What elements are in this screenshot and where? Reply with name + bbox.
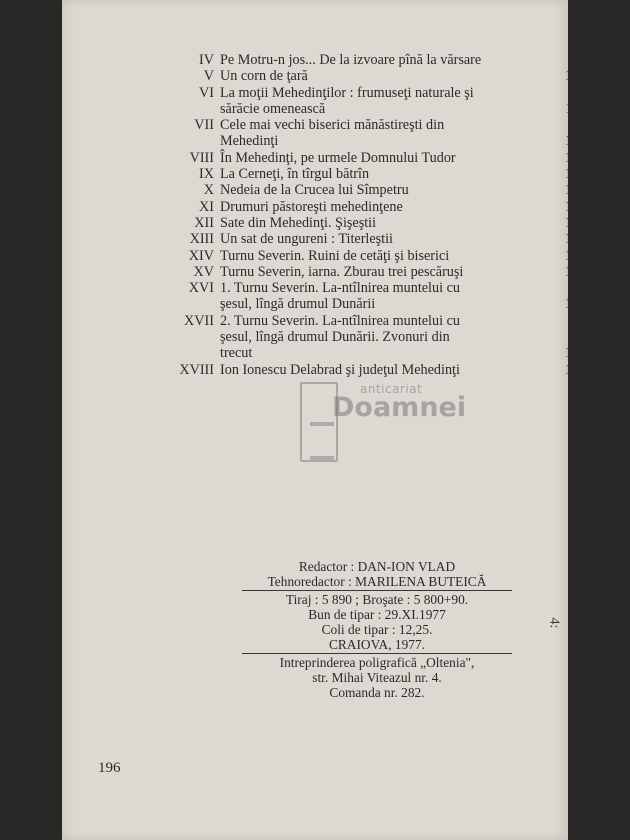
chapter-title [220,85,556,118]
chapter-page-number: 123 [564,133,586,150]
chapter-title [220,166,556,182]
chapter-title-line: Drumuri păstoreşti mehedinţene [220,198,403,215]
editors-group [242,558,512,590]
print-info-group [242,590,512,653]
edge-mark: 4: [546,617,562,629]
chapter-page-number: 133 [564,166,586,183]
chapter-number: VIII [189,149,214,166]
chapter-page-number: 107 [564,68,586,85]
chapter-title [220,264,556,280]
chapter-page-number: 147 [564,198,586,215]
chapter-page-number: 97 [571,52,586,68]
toc-entry [126,248,586,264]
page-number: 196 [98,760,121,776]
chapter-title-line: Nedeia de la Crucea lui Sîmpetru [220,182,409,199]
chapter-number: IV [199,52,214,68]
chapter-number: VII [194,117,214,134]
coli-line: Coli de tipar : 12,25. [321,622,433,637]
chapter-number: XIII [189,231,214,248]
toc-entry [126,231,586,247]
watermark-small-text: anticariat [360,382,423,396]
toc-entry [126,215,586,231]
toc-entry [126,52,586,68]
chapter-title-line: Sate din Mehedinţi. Şişeştii [220,214,377,231]
chapter-number: XI [199,198,214,215]
chapter-title [220,117,556,150]
chapter-title [220,362,556,378]
chapter-title-line: Mehedinţi [220,133,279,150]
table-of-contents [126,52,586,378]
toc-entry [126,85,586,118]
watermark-logo [300,382,470,462]
printer-line: Intreprinderea poligrafică „Oltenia", [279,655,475,670]
chapter-title-line: Un corn de ţară [220,68,308,85]
chapter-page-number: 154 [564,214,586,231]
chapter-title [220,150,556,166]
chapter-title-line: şesul, lîngă drumul Dunării [220,296,376,313]
toc-entry [126,68,586,84]
chapter-number: IX [199,166,214,183]
chapter-page-number: 173 [564,263,586,280]
toc-entry [126,280,586,313]
toc-entry [126,150,586,166]
redactor-line: Redactor : DAN-ION VLAD [298,559,456,574]
chapter-title [220,231,556,247]
chapter-title [220,52,556,68]
chapter-page-number: 126 [564,149,586,166]
chapter-page-number: 189 [564,361,586,378]
chapter-title-line: sărăcie omenească [220,100,326,117]
chapter-title [220,199,556,215]
bun-de-tipar-line: Bun de tipar : 29.XI.1977 [308,607,446,622]
chapter-title-line: În Mehedinţi, pe urmele Domnului Tudor [220,149,456,166]
tehnoredactor-line: Tehnoredactor : MARILENA BUTEICĂ [267,574,487,589]
chapter-title-line: Pe Motru-n jos... De la izvoare pînă la vărsare [220,52,482,68]
chapter-title-line: şesul, lîngă drumul Dunării. Zvonuri din [220,329,450,346]
chapter-title-line: trecut [220,345,253,362]
chapter-number: X [203,182,214,199]
toc-entry [126,313,586,362]
chapter-title-line: Turnu Severin, iarna. Zburau trei pescăruşi [220,263,464,280]
chapter-number: XV [193,263,214,280]
chapter-number: XII [194,214,214,231]
chapter-page-number: 166 [564,247,586,264]
chapter-title-line: 2. Turnu Severin. La-ntîlnirea muntelui cu [220,312,460,329]
printer-group [242,653,512,701]
chapter-title [220,280,556,313]
book-page [62,0,586,840]
chapter-title-line: 1. Turnu Severin. La-ntîlnirea muntelui cu [220,280,460,297]
chapter-title-line: Cele mai vechi biserici mănăstireşti din [220,117,445,134]
chapter-title [220,215,556,231]
order-line: Comanda nr. 282. [329,685,425,700]
toc-entry [126,117,586,150]
chapter-number: XVI [188,280,214,297]
chapter-title-line: Un sat de ungureni : Titerleştii [220,231,393,248]
chapter-page-number: 117 [565,100,586,117]
chapter-title [220,313,556,362]
chapter-number: V [203,68,214,85]
imprint-block [242,558,512,701]
toc-entry [126,362,586,378]
chapter-title [220,248,556,264]
tiraj-line: Tiraj : 5 890 ; Broşate : 5 800+90. [285,592,469,607]
chapter-title-line: Ion Ionescu Delabrad şi judeţul Mehedinţi [220,361,460,378]
chapter-number: XVIII [179,361,214,378]
chapter-number: VI [199,84,214,101]
address-line: str. Mihai Viteazul nr. 4. [312,670,442,685]
chapter-title-line: Turnu Severin. Ruini de cetăţi şi biserici [220,247,450,264]
watermark-big-text: Doamnei [332,392,467,423]
city-line: CRAIOVA, 1977. [328,637,426,652]
chapter-title [220,68,556,84]
chapter-title-line: La moţii Mehedinţilor : frumuseţi naturale şi [220,84,474,101]
chapter-title-line: La Cerneţi, în tîrgul bătrîn [220,166,370,183]
chapter-number: XIV [188,247,214,264]
toc-entry [126,182,586,198]
chapter-page-number: 159 [564,231,586,248]
chapter-title [220,182,556,198]
chapter-page-number: 183 [564,345,586,362]
toc-entry [126,199,586,215]
toc-entry [126,166,586,182]
chapter-page-number: 140 [564,182,586,199]
toc-entry [126,264,586,280]
chapter-page-number: 178 [564,296,586,313]
chapter-number: XVII [184,312,214,329]
